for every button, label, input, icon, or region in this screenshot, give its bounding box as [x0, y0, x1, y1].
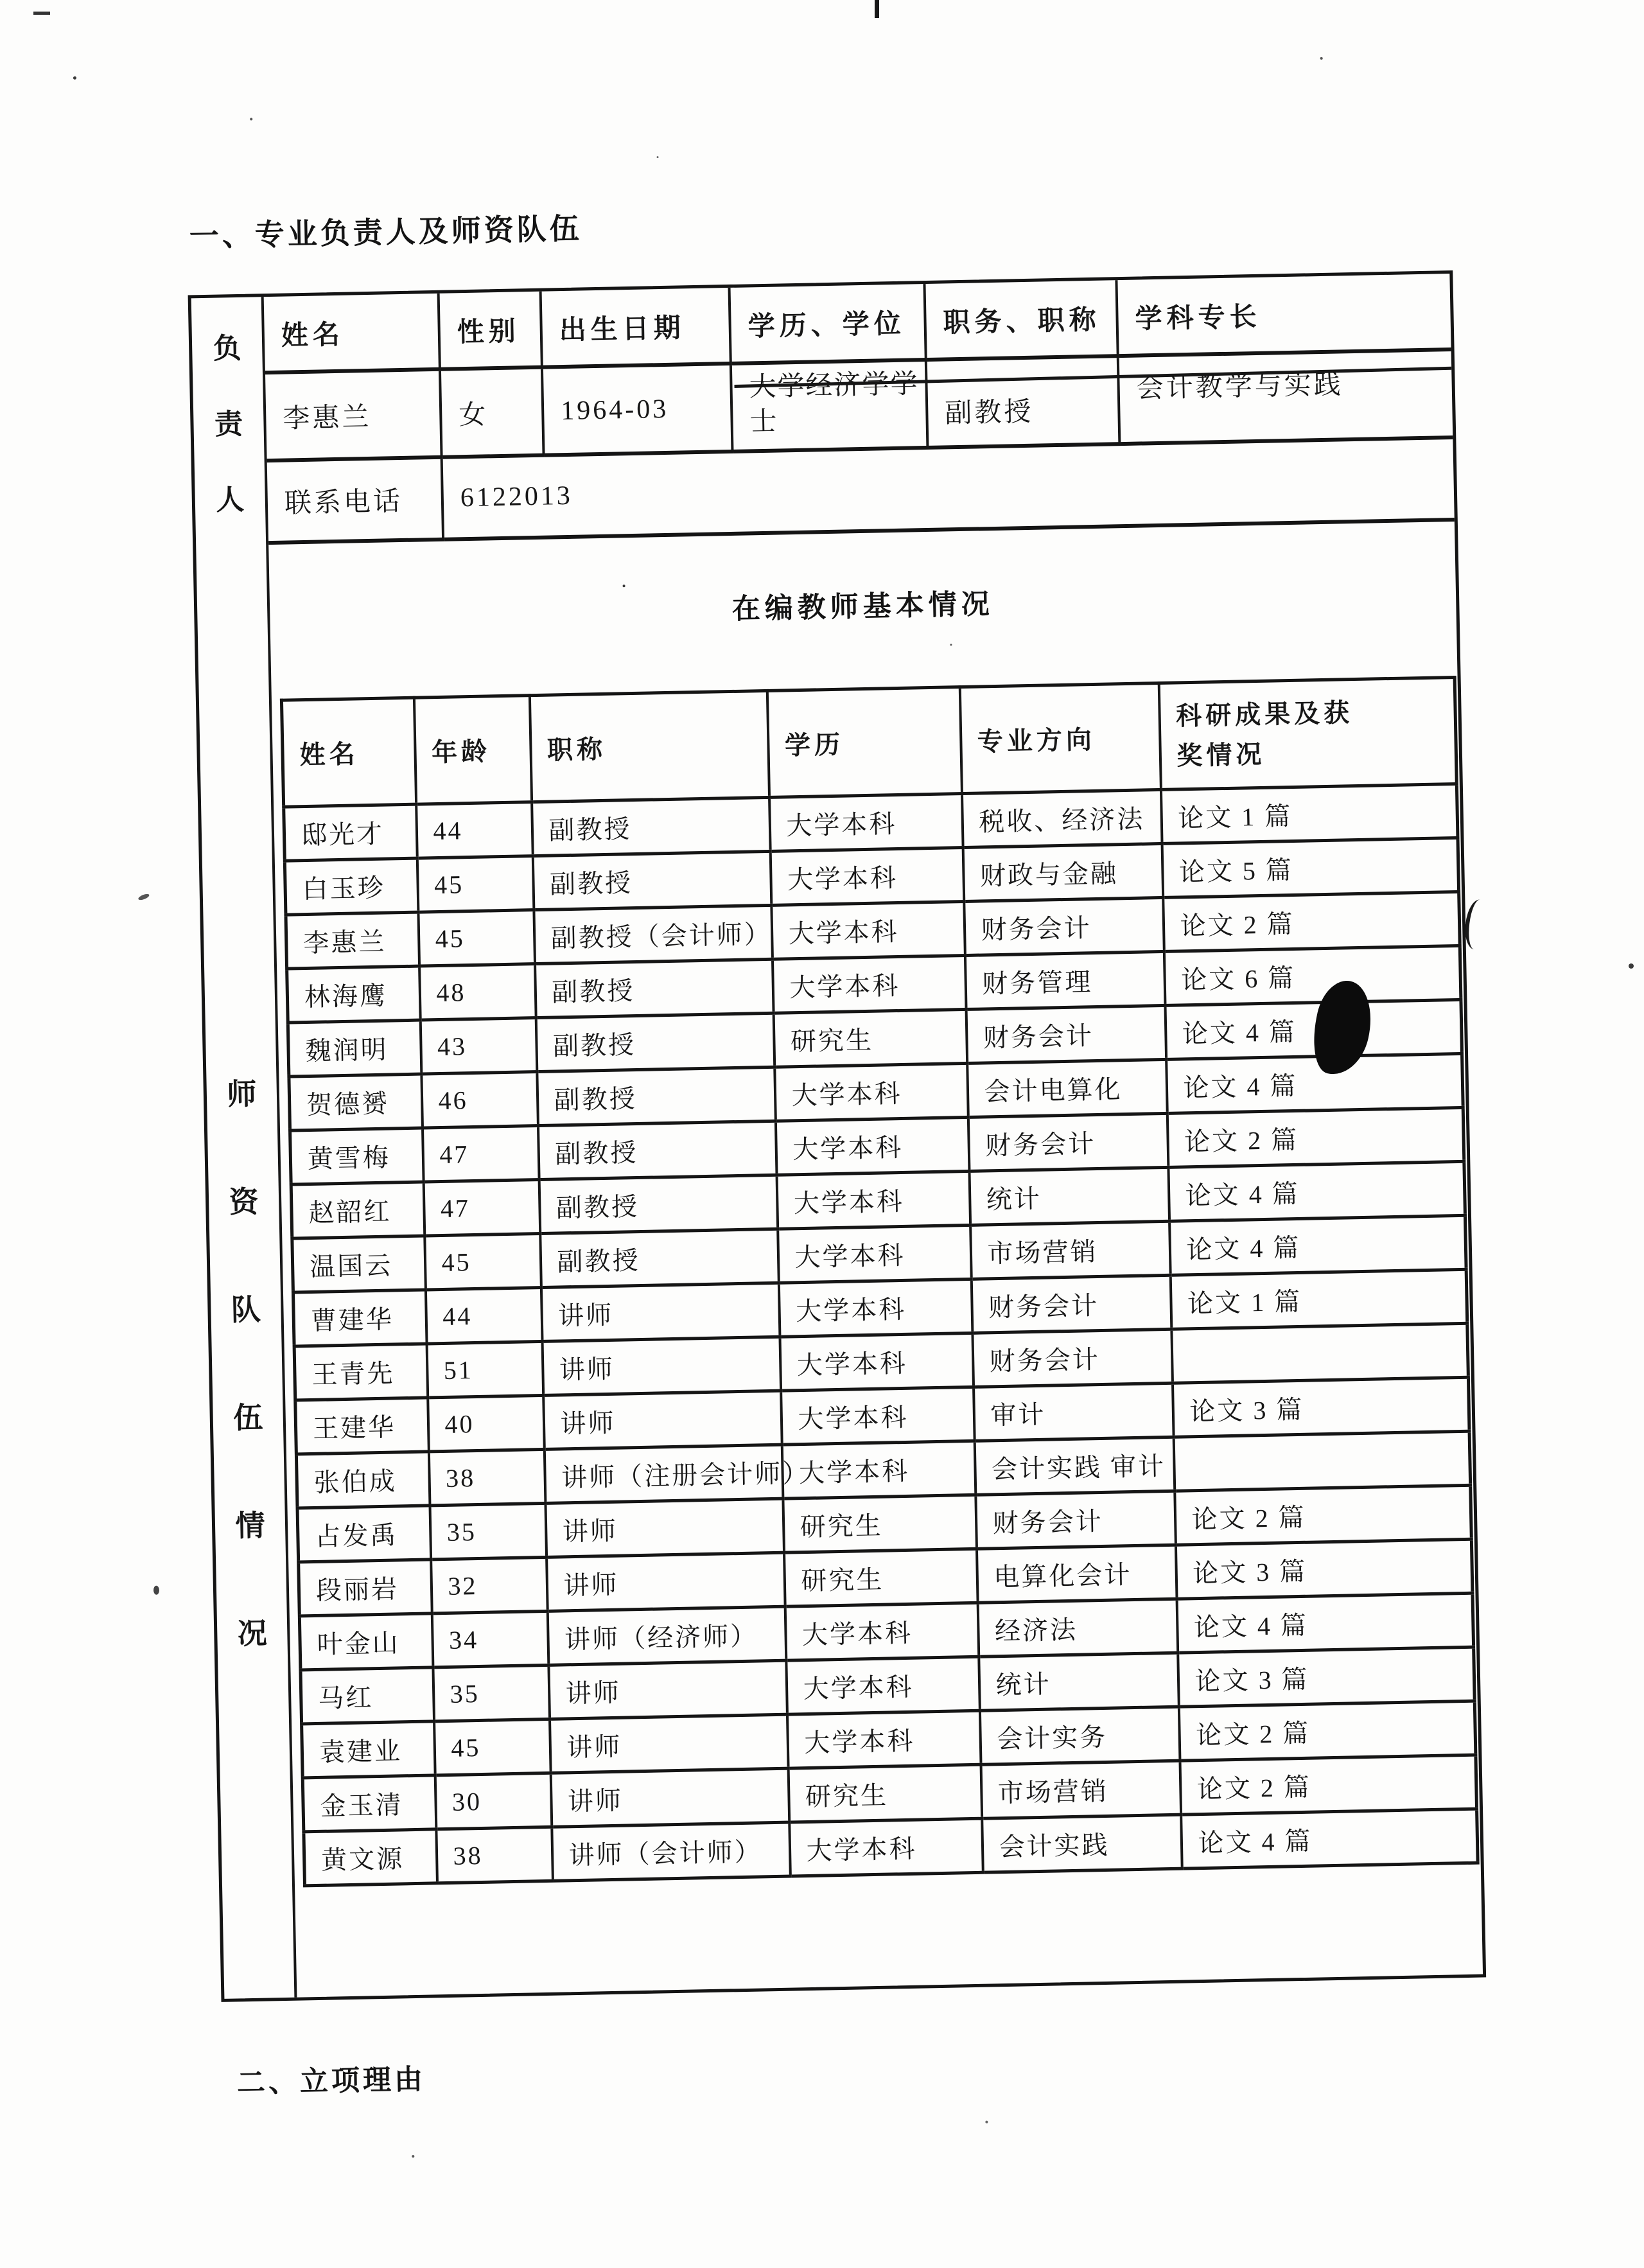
staff-table	[280, 676, 1480, 1887]
staff-cell: 白玉珍	[284, 858, 418, 915]
staff-cell: 市场营销	[970, 1221, 1171, 1279]
staff-content	[268, 522, 1483, 1998]
staff-cell: 研究生	[773, 1009, 967, 1067]
staff-cell: 经济法	[977, 1599, 1178, 1657]
staff-cell: 王青先	[294, 1344, 428, 1400]
staff-cell: 统计	[979, 1653, 1179, 1710]
staff-cell: 讲师	[541, 1283, 780, 1341]
staff-cell: 大学本科	[786, 1657, 980, 1714]
staff-cell: 44	[425, 1287, 542, 1344]
staff-cell: 论文 3 篇	[1175, 1539, 1473, 1599]
staff-cell: 副教授	[532, 797, 771, 856]
staff-cell: 47	[423, 1180, 540, 1236]
col-research	[1159, 678, 1456, 790]
label-char: 责	[214, 408, 243, 441]
staff-cell: 大学本科	[778, 1225, 972, 1283]
label-char: 伍	[232, 1401, 263, 1435]
staff-cell: 论文 4 篇	[1165, 999, 1462, 1059]
label-char: 情	[235, 1509, 266, 1543]
staff-cell: 大学本科	[776, 1171, 970, 1229]
staff-cell: 会计实务	[979, 1707, 1180, 1764]
col-title: 职称	[529, 690, 769, 802]
staff-cell: 副教授	[539, 1175, 778, 1233]
scan-speck	[985, 2121, 988, 2123]
staff-cell: 讲师	[550, 1714, 789, 1773]
staff-cell: 税收、经济法	[961, 789, 1162, 847]
staff-cell: 大学本科	[774, 1063, 968, 1121]
header-specialty: 学科专长	[1117, 274, 1451, 358]
scan-speck	[73, 76, 76, 80]
staff-cell	[1173, 1431, 1471, 1491]
staff-cell: 李惠兰	[286, 912, 419, 969]
leader-gender: 女	[441, 369, 545, 459]
staff-cell: 财务会计	[971, 1275, 1171, 1333]
leader-staff-form	[188, 270, 1487, 2002]
staff-cell: 论文 5 篇	[1162, 838, 1459, 897]
staff-cell: 51	[426, 1341, 543, 1398]
staff-cell: 副教授	[537, 1067, 776, 1125]
staff-cell: 魏润明	[288, 1020, 421, 1077]
staff-table-title: 在编教师基本情况	[731, 588, 995, 625]
staff-cell: 市场营销	[981, 1761, 1181, 1818]
staff-cell: 审计	[974, 1383, 1174, 1441]
leader-degree: 大学经济学学士	[732, 362, 929, 453]
staff-cell: 大学本科	[780, 1333, 974, 1391]
staff-cell: 讲师	[542, 1337, 781, 1395]
staff-cell: 副教授	[532, 851, 771, 910]
section-2-title: 二、立项理由	[236, 2063, 426, 2099]
scan-speck	[656, 156, 658, 158]
col-research-label: 科研成果及获奖情况	[1175, 698, 1354, 770]
staff-cell: 段丽岩	[299, 1560, 432, 1616]
staff-cell: 会计电算化	[967, 1059, 1167, 1117]
staff-cell: 大学本科	[771, 902, 965, 960]
staff-cell: 邸光才	[284, 804, 417, 861]
staff-cell: 46	[421, 1072, 538, 1129]
staff-cell: 叶金山	[299, 1613, 433, 1670]
staff-cell: 论文 3 篇	[1172, 1377, 1469, 1437]
staff-cell: 曹建华	[293, 1290, 426, 1346]
staff-cell: 38	[436, 1827, 553, 1883]
staff-cell: 45	[424, 1234, 541, 1290]
staff-cell: 35	[430, 1503, 547, 1560]
staff-cell: 副教授	[535, 959, 774, 1017]
staff-cell: 讲师	[543, 1391, 782, 1449]
leader-name: 李惠兰	[265, 371, 443, 462]
staff-cell: 大学本科	[778, 1279, 972, 1337]
staff-cell: 论文 2 篇	[1167, 1107, 1464, 1167]
scan-speck	[250, 118, 252, 120]
phone-label: 联系电话	[267, 459, 444, 545]
staff-cell: 讲师	[547, 1552, 785, 1611]
staff-cell: 财务会计	[975, 1491, 1176, 1549]
staff-cell: 副教授	[536, 1013, 774, 1071]
staff-cell: 王建华	[295, 1398, 429, 1454]
staff-cell: 研究生	[788, 1764, 982, 1822]
header-title: 职务、职称	[925, 280, 1119, 362]
staff-cell: 32	[431, 1557, 548, 1613]
staff-cell: 副教授	[540, 1229, 779, 1287]
col-major: 专业方向	[959, 683, 1160, 794]
staff-cell: 讲师（注册会计师）	[544, 1445, 783, 1503]
staff-cell: 讲师	[548, 1660, 787, 1719]
staff-cell: 34	[432, 1611, 548, 1667]
staff-cell: 43	[420, 1018, 537, 1075]
staff-cell: 48	[419, 964, 536, 1021]
staff-cell: 黄雪梅	[290, 1128, 424, 1184]
staff-table-body	[284, 784, 1478, 1885]
phone-value: 6122013	[443, 439, 1455, 541]
scan-speck	[412, 2155, 414, 2158]
staff-cell: 林海鹰	[287, 966, 421, 1023]
staff-cell: 大学本科	[775, 1117, 969, 1175]
label-char: 负	[213, 332, 242, 365]
header-degree: 学历、学位	[731, 284, 927, 365]
staff-cell: 电算化会计	[976, 1545, 1176, 1603]
staff-cell: 金玉清	[302, 1775, 436, 1832]
staff-cell: 财政与金融	[963, 843, 1163, 901]
staff-cell: 副教授（会计师）	[534, 905, 773, 963]
staff-cell: 大学本科	[770, 848, 964, 906]
staff-cell: 44	[416, 802, 533, 859]
staff-cell: 论文 2 篇	[1163, 892, 1460, 951]
staff-cell: 47	[422, 1126, 539, 1182]
staff-cell: 大学本科	[782, 1441, 975, 1499]
staff-cell: 袁建业	[302, 1721, 435, 1778]
staff-cell: 张伯成	[296, 1452, 430, 1508]
staff-cell: 35	[433, 1665, 550, 1721]
staff-cell: 财务会计	[972, 1329, 1173, 1387]
staff-cell: 讲师（会计师）	[552, 1822, 791, 1881]
staff-cell: 大学本科	[772, 955, 966, 1013]
staff-cell: 论文 2 篇	[1175, 1485, 1472, 1545]
col-degree: 学历	[767, 687, 961, 798]
header-birth: 出生日期	[542, 288, 732, 369]
col-age: 年龄	[414, 696, 531, 804]
staff-cell: 研究生	[783, 1495, 977, 1552]
header-name: 姓名	[264, 294, 441, 374]
staff-cell: 论文 2 篇	[1180, 1755, 1477, 1815]
label-char: 人	[215, 484, 245, 516]
staff-cell: 讲师	[545, 1499, 784, 1557]
scan-speck	[623, 585, 625, 587]
scan-speck	[137, 893, 150, 901]
staff-cell: 会计实践 审计	[974, 1437, 1175, 1495]
staff-cell: 论文 4 篇	[1181, 1809, 1478, 1868]
scan-speck	[950, 644, 952, 646]
staff-cell: 大学本科	[785, 1603, 979, 1660]
label-char: 况	[237, 1617, 268, 1651]
staff-cell: 财务会计	[964, 897, 1164, 955]
staff-cell: 贺德赟	[289, 1074, 423, 1130]
staff-cell: 讲师	[550, 1768, 789, 1827]
staff-cell: 论文 4 篇	[1168, 1161, 1465, 1221]
staff-cell: 黄文源	[304, 1829, 437, 1886]
staff-cell: 45	[434, 1719, 551, 1775]
staff-cell: 论文 6 篇	[1164, 945, 1461, 1005]
staff-cell: 赵韶红	[291, 1182, 424, 1238]
scan-speck	[1320, 57, 1323, 60]
leader-birth: 1964-03	[543, 365, 734, 457]
section-1-title: 一、专业负责人及师资队伍	[189, 212, 583, 253]
staff-cell: 会计实践	[982, 1815, 1182, 1872]
label-char: 师	[226, 1077, 257, 1111]
label-char: 资	[229, 1185, 259, 1219]
leader-specialty: 会计教学与实践	[1119, 351, 1453, 446]
staff-cell: 论文 4 篇	[1166, 1053, 1464, 1113]
staff-cell: 财务管理	[965, 951, 1165, 1009]
staff-cell: 统计	[969, 1167, 1169, 1225]
label-char: 队	[231, 1293, 261, 1327]
staff-cell	[1171, 1323, 1469, 1383]
staff-cell: 副教授	[538, 1121, 776, 1179]
scan-tick	[33, 12, 50, 15]
staff-cell: 大学本科	[769, 794, 963, 852]
staff-cell: 论文 3 篇	[1178, 1647, 1475, 1707]
staff-cell: 论文 1 篇	[1170, 1269, 1467, 1329]
staff-cell: 30	[435, 1773, 552, 1829]
staff-cell: 占发禹	[297, 1506, 431, 1562]
header-gender: 性别	[440, 292, 543, 371]
staff-cell: 45	[417, 856, 534, 913]
staff-cell: 论文 1 篇	[1160, 784, 1458, 843]
leader-row-label	[191, 297, 269, 546]
scan-speck	[153, 1586, 159, 1595]
leader-title: 副教授	[927, 358, 1121, 450]
staff-cell: 45	[418, 910, 535, 967]
staff-cell: 40	[428, 1395, 545, 1452]
staff-cell: 讲师（经济师）	[547, 1606, 786, 1665]
staff-cell: 财务会计	[966, 1005, 1166, 1063]
staff-cell: 财务会计	[968, 1113, 1168, 1171]
staff-cell: 论文 4 篇	[1169, 1215, 1467, 1275]
staff-cell: 38	[428, 1449, 545, 1506]
leader-block	[191, 274, 1455, 546]
staff-cell: 大学本科	[781, 1387, 975, 1445]
staff-cell: 大学本科	[787, 1710, 981, 1768]
staff-cell: 温国云	[292, 1236, 426, 1292]
staff-block	[196, 522, 1483, 1999]
stray-pen-mark	[1463, 899, 1492, 951]
staff-cell: 大学本科	[789, 1818, 983, 1876]
col-name: 姓名	[281, 698, 415, 807]
staff-cell: 研究生	[784, 1549, 978, 1606]
staff-cell: 论文 2 篇	[1178, 1701, 1476, 1761]
staff-cell: 马红	[301, 1667, 434, 1724]
staff-cell: 论文 4 篇	[1176, 1593, 1474, 1653]
